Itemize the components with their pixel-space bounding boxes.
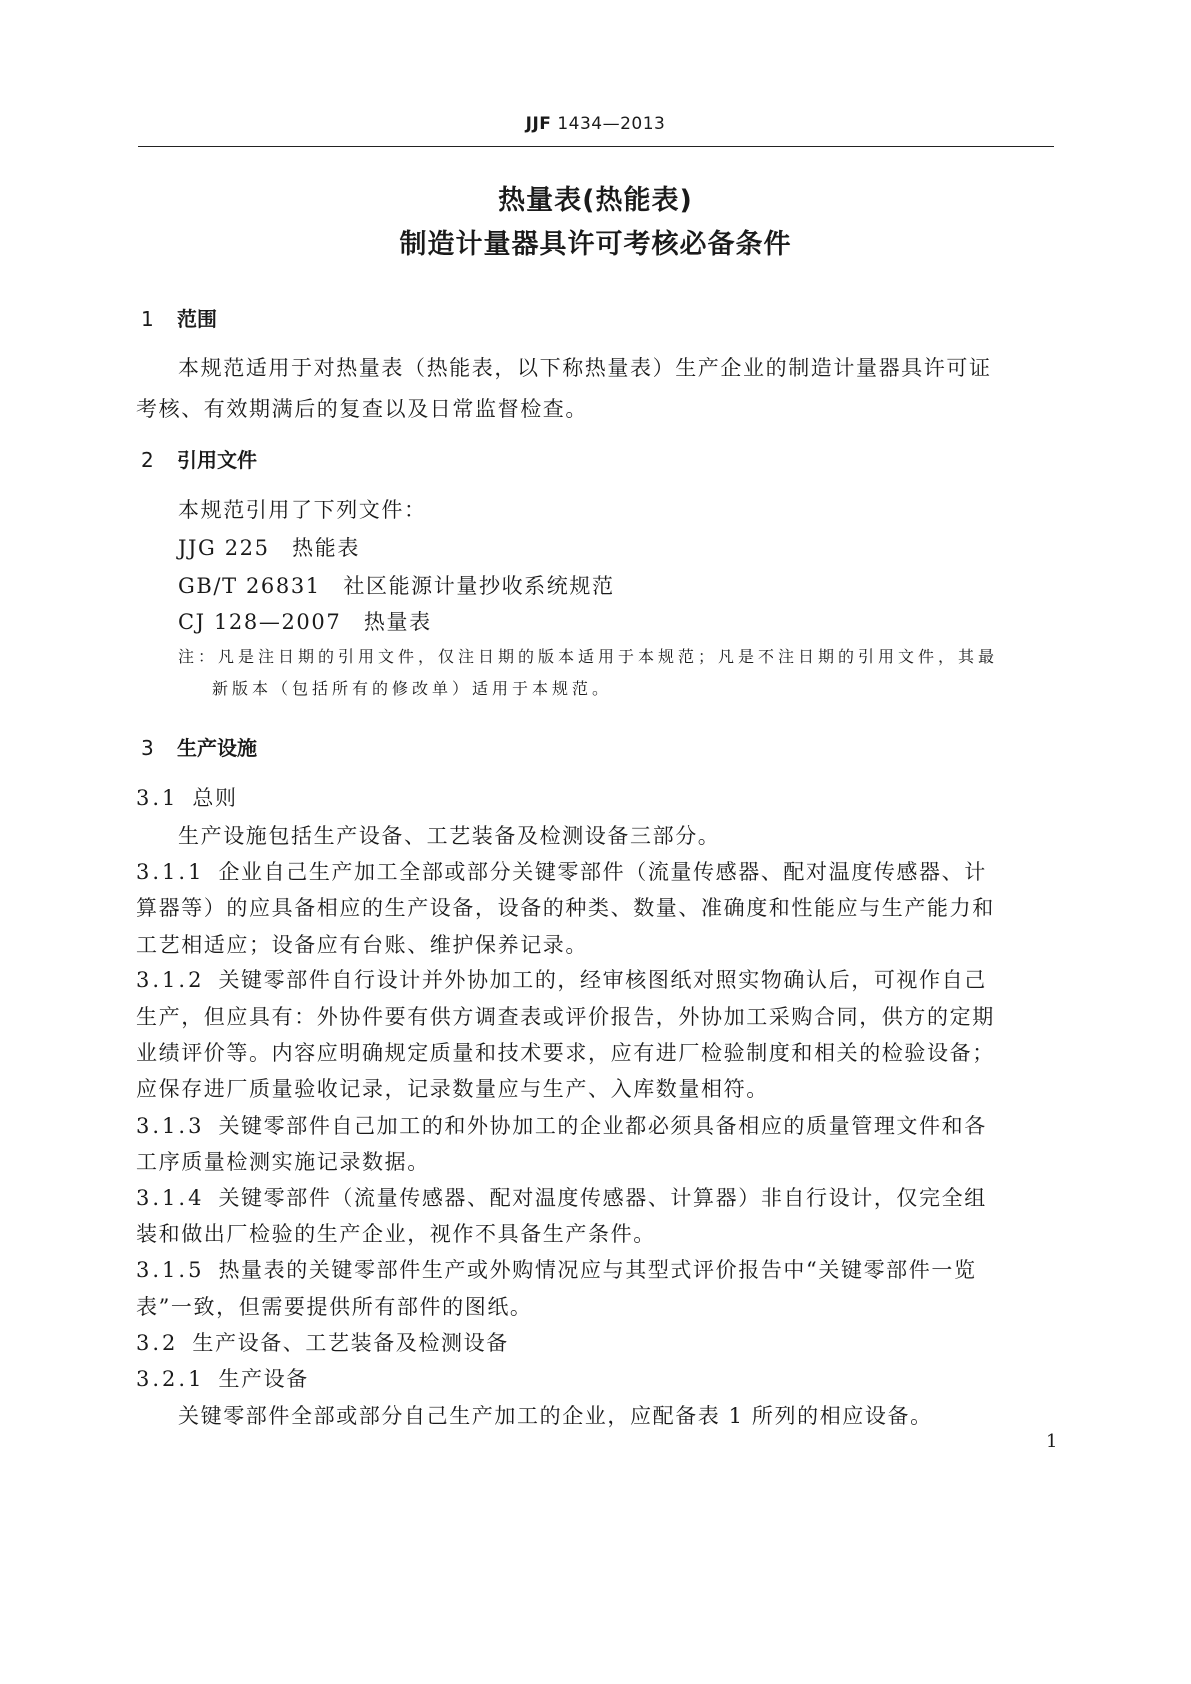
clause-text: 关键零部件（流量传感器、配对温度传感器、计算器）非自行设计，仅完全组 <box>218 1186 987 1210</box>
clause-3-1-2-line-4: 应保存进厂质量验收记录，记录数量应与生产、入库数量相符。 <box>136 1077 769 1101</box>
clause-title: 生产设备 <box>218 1367 309 1391</box>
title-line-2: 制造计量器具许可考核必备条件 <box>399 229 792 260</box>
clause-3-1-1-line-2: 算器等）的应具备相应的生产设备，设备的种类、数量、准确度和性能应与生产能力和 <box>136 896 995 920</box>
clause-3-1-3-line-1 <box>136 1110 987 1140</box>
clause-text: 热量表的关键零部件生产或外购情况应与其型式评价报告中“关键零部件一览 <box>218 1258 977 1282</box>
clause-3-2-1-body: 关键零部件全部或部分自己生产加工的企业，应配备表 1 所列的相应设备。 <box>178 1404 933 1428</box>
clause-3-1-1-line-1 <box>136 856 987 886</box>
clause-3-1-5-line-2: 表”一致，但需要提供所有部件的图纸。 <box>136 1295 533 1319</box>
section-number: 1 <box>141 307 154 331</box>
clause-3-2-heading <box>136 1327 509 1357</box>
title-line-1: 热量表(热能表) <box>498 185 693 216</box>
clause-number: 3.1.3 <box>136 1114 205 1138</box>
section-2-heading <box>141 444 257 473</box>
code-prefix: JJF <box>525 114 552 134</box>
clause-number: 3.1.4 <box>136 1186 205 1210</box>
section-2-intro: 本规范引用了下列文件： <box>178 498 427 522</box>
section-title: 引用文件 <box>177 448 257 472</box>
page-number: 1 <box>1046 1431 1058 1452</box>
document-code <box>0 114 1191 134</box>
section-number: 3 <box>141 736 154 760</box>
clause-3-1-2-line-3: 业绩评价等。内容应明确规定质量和技术要求，应有进厂检验制度和相关的检验设备； <box>136 1041 995 1065</box>
clause-3-1-2-line-2: 生产，但应具有：外协件要有供方调查表或评价报告，外协加工采购合同，供方的定期 <box>136 1005 995 1029</box>
reference-item: JJG 225 热能表 <box>178 536 360 560</box>
code-number: 1434—2013 <box>557 114 666 134</box>
reference-item: CJ 128—2007 热量表 <box>178 610 432 634</box>
clause-number: 3.1.2 <box>136 968 205 992</box>
clause-text: 关键零部件自己加工的和外协加工的企业都必须具备相应的质量管理文件和各 <box>218 1114 987 1138</box>
section-1-heading <box>141 303 217 332</box>
section-1-line-1: 本规范适用于对热量表（热能表，以下称热量表）生产企业的制造计量器具许可证 <box>178 356 992 380</box>
clause-3-1-3-line-2: 工序质量检测实施记录数据。 <box>136 1150 430 1174</box>
section-title: 生产设施 <box>177 736 257 760</box>
clause-number: 3.2 <box>136 1331 179 1355</box>
note-line-2: 新版本（包括所有的修改单）适用于本规范。 <box>212 679 613 698</box>
clause-number: 3.1.1 <box>136 860 205 884</box>
section-3-heading <box>141 732 257 761</box>
clause-number: 3.2.1 <box>136 1367 205 1391</box>
clause-3-1-4-line-1 <box>136 1182 987 1212</box>
clause-title: 总则 <box>192 786 238 810</box>
clause-3-1-body: 生产设施包括生产设备、工艺装备及检测设备三部分。 <box>178 824 721 848</box>
reference-item: GB/T 26831 社区能源计量抄收系统规范 <box>178 574 615 598</box>
section-number: 2 <box>141 448 154 472</box>
clause-title: 生产设备、工艺装备及检测设备 <box>192 1331 509 1355</box>
clause-3-1-1-line-3: 工艺相适应；设备应有台账、维护保养记录。 <box>136 933 588 957</box>
clause-3-1-5-line-1 <box>136 1254 977 1284</box>
clause-text: 企业自己生产加工全部或部分关键零部件（流量传感器、配对温度传感器、计 <box>218 860 987 884</box>
clause-number: 3.1.5 <box>136 1258 205 1282</box>
clause-3-1-2-line-1 <box>136 964 987 994</box>
clause-3-2-1-heading <box>136 1363 309 1393</box>
section-title: 范围 <box>177 307 217 331</box>
note-line-1: 注：凡是注日期的引用文件，仅注日期的版本适用于本规范；凡是不注日期的引用文件，其最 <box>178 647 999 666</box>
section-1-line-2: 考核、有效期满后的复查以及日常监督检查。 <box>136 397 588 421</box>
header-rule <box>138 146 1054 147</box>
clause-3-1-heading <box>136 782 238 812</box>
clause-text: 关键零部件自行设计并外协加工的，经审核图纸对照实物确认后，可视作自己 <box>218 968 987 992</box>
clause-3-1-4-line-2: 装和做出厂检验的生产企业，视作不具备生产条件。 <box>136 1222 656 1246</box>
clause-number: 3.1 <box>136 786 179 810</box>
